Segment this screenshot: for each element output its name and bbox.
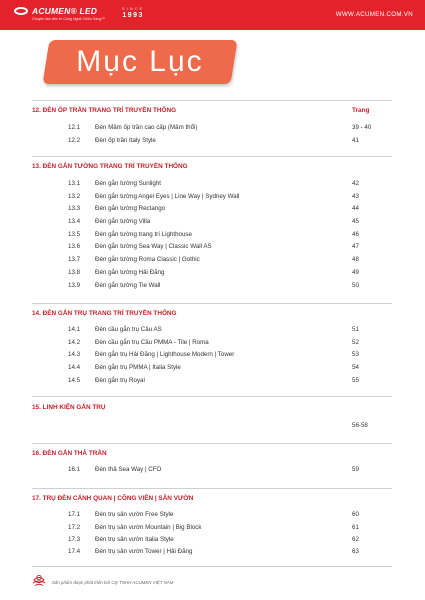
since-year: 1993 [122,12,144,19]
entry-title: Đèn cầu gắn trụ Cầu AS [95,326,162,333]
toc-entry[interactable] [0,377,425,386]
entry-page: 45 [352,218,359,225]
page-title: Mục Lục [76,45,204,78]
entry-title: Đèn trụ sân vườn Italia Style [95,536,174,543]
entry-page: 44 [352,205,359,212]
footer-divider [32,566,392,567]
toc-entry[interactable] [0,282,425,291]
entry-page: 61 [352,524,359,531]
entry-title: Đèn cầu gắn trụ Cầu PMMA - Tile | Roma [95,339,209,346]
toc-entry[interactable] [0,193,425,202]
entry-number: 13.7 [68,256,81,263]
entry-number: 14.4 [68,364,81,371]
entry-page: 43 [352,193,359,200]
brand-name: ACUMEN® LED [32,6,98,16]
section-divider [32,488,392,489]
entry-title: Đèn trụ sân vườn Free Style [95,511,174,518]
entry-page: 50 [352,282,359,289]
toc-entry[interactable] [0,124,425,133]
entry-page: 55 [352,377,359,384]
section-heading[interactable]: 12. ĐÈN ỐP TRẦN TRANG TRÍ TRUYỀN THỐNG [32,107,177,114]
entry-number: 12.2 [68,137,81,144]
toc-entry[interactable] [0,231,425,240]
entry-number: 14.3 [68,351,81,358]
entry-number: 17.2 [68,524,81,531]
entry-title: Đèn gắn tường Angel Eyes | Line Way | Sydney Wall [95,193,240,200]
toc-entry[interactable] [0,339,425,348]
entry-number: 13.9 [68,282,81,289]
entry-page: 49 [352,269,359,276]
entry-title: Đèn thả Sea Way | CFO [95,466,162,473]
entry-page: 42 [352,180,359,187]
toc-entry[interactable] [0,205,425,214]
entry-number: 13.6 [68,243,81,250]
entry-number: 12.1 [68,124,81,131]
toc-entry[interactable] [0,466,425,475]
entry-number: 13.4 [68,218,81,225]
entry-page: 60 [352,511,359,518]
toc-entry[interactable] [0,364,425,373]
entry-title: Đèn gắn tường Tie Wall [95,282,161,289]
section-heading[interactable]: 17. TRỤ ĐÈN CẢNH QUAN | CÔNG VIÊN | SÂN VƯỜN [32,495,194,502]
entry-number: 17.3 [68,536,81,543]
toc-entry[interactable] [0,269,425,278]
section-divider [32,303,392,304]
entry-page: 63 [352,548,359,555]
entry-page: 47 [352,243,359,250]
entry-page: 59 [352,466,359,473]
section-divider [32,396,392,397]
entry-number: 17.1 [68,511,81,518]
toc-entry[interactable] [0,137,425,146]
entry-number: 17.4 [68,548,81,555]
entry-title: Đèn gắn tường Roma Classic | Gothic [95,256,200,263]
entry-number: 14.2 [68,339,81,346]
logo-mark-icon [14,7,28,15]
entry-title: Đèn gắn tường Villa [95,218,151,225]
toc-entry[interactable] [0,511,425,520]
toc-entry[interactable] [0,548,425,557]
entry-page: 54 [352,364,359,371]
toc-entry[interactable] [0,243,425,252]
entry-number: 13.1 [68,180,81,187]
since-badge [122,6,144,19]
entry-number: 13.3 [68,205,81,212]
section-divider [32,443,392,444]
entry-page: 39 - 40 [352,124,372,131]
toc-entry[interactable] [0,351,425,360]
entry-title: Đèn trụ sân vườn Tower | Hải Đăng [95,548,193,555]
section-divider [32,156,392,157]
entry-number: 16.1 [68,466,81,473]
toc-entry[interactable] [0,524,425,533]
entry-number: 14.5 [68,377,81,384]
entry-title: Đèn gắn tường Hải Đăng [95,269,165,276]
entry-page: 53 [352,351,359,358]
toc-entry[interactable] [0,256,425,265]
entry-title: Đèn gắn tường Rectango [95,205,166,212]
entry-number: 14.1 [68,326,81,333]
section-divider [32,100,392,101]
entry-title: Đèn gắn tường trang trí Lighthouse [95,231,192,238]
section-page-number: 56-58 [352,422,368,429]
section-heading[interactable]: 15. LINH KIỆN GẮN TRỤ [32,404,106,411]
lotus-emblem-icon [31,572,47,588]
since-label: SINCE [122,6,145,11]
section-heading[interactable]: 14. ĐÈN GẮN TRỤ TRANG TRÍ TRUYỀN THỐNG [32,310,177,317]
entry-title: Đèn gắn trụ PMMA | Italia Style [95,364,181,371]
entry-page: 52 [352,339,359,346]
section-heading[interactable]: 16. ĐÈN GẮN THẢ TRẦN [32,450,107,457]
entry-page: 41 [352,137,359,144]
footer-credit: Sản phẩm được phát triển bởi Cty TNHH ACUMEN VIỆT NAM [52,580,174,585]
entry-title: Đèn gắn tường Sunlight [95,180,161,187]
entry-title: Đèn gắn tường Sea Way | Classic Wall AS [95,243,212,250]
entry-title: Đèn trụ sân vườn Mountain | Big Block [95,524,202,531]
entry-title: Đèn ốp trần Italy Style [95,137,156,144]
entry-page: 51 [352,326,359,333]
section-heading[interactable]: 13. ĐÈN GẮN TƯỜNG TRANG TRÍ TRUYỀN THỐNG [32,163,188,170]
entry-page: 48 [352,256,359,263]
website-link[interactable]: WWW.ACUMEN.COM.VN [335,11,413,18]
page-column-header: Trang [352,107,370,114]
entry-title: Đèn Mâm ốp trần cao cấp (Mâm thổi) [95,124,198,131]
top-banner [0,0,425,30]
entry-page: 62 [352,536,359,543]
brand-tagline: Chuyên làm đèn trí Công Nghệ Chiếu Sáng™ [32,17,105,21]
entry-number: 13.2 [68,193,81,200]
entry-title: Đèn gắn trụ Royal [95,377,145,384]
toc-entry[interactable] [0,326,425,335]
entry-page: 46 [352,231,359,238]
entry-number: 13.5 [68,231,81,238]
toc-entry[interactable] [0,536,425,545]
entry-number: 13.8 [68,269,81,276]
toc-entry[interactable] [0,180,425,189]
entry-title: Đèn gắn trụ Hải Đăng | Lighthouse Modern | Tower [95,351,235,358]
toc-entry[interactable] [0,218,425,227]
